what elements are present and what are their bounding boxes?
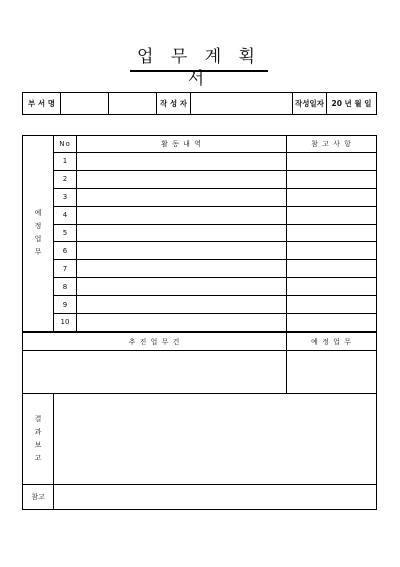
reference-cell[interactable] [287,260,377,278]
document-title: 업 무 계 획 서 [137,47,261,89]
reference-cell[interactable] [287,188,377,206]
row-number: 3 [54,188,77,206]
column-header-activity: 활 동 내 역 [77,136,287,153]
department-label: 부 서 명 [23,93,61,115]
info-table [22,92,377,115]
section-char: 무 [34,248,42,257]
reference-cell[interactable] [287,224,377,242]
table-row [23,188,377,206]
section-char: 정 [34,222,42,231]
column-header-no: No [54,136,77,153]
row-number: 6 [54,242,77,260]
table-row [23,153,377,171]
author-field[interactable] [191,93,293,115]
activity-cell[interactable] [77,224,287,242]
activity-cell[interactable] [77,278,287,296]
spacer-cell [109,93,157,115]
row-number: 10 [54,314,77,332]
row-number: 8 [54,278,77,296]
table-row [23,314,377,332]
result-char: 보 [34,441,42,449]
table-row [23,242,377,260]
author-label: 작 성 자 [157,93,191,115]
activity-cell[interactable] [77,314,287,332]
reference-cell[interactable] [287,153,377,171]
scheduled-work-section-label [23,136,54,332]
row-number: 9 [54,296,77,314]
table-row [23,206,377,224]
lower-table [22,332,377,510]
table-row [23,260,377,278]
row-number: 1 [54,153,77,171]
reference-cell[interactable] [287,170,377,188]
activity-cell[interactable] [77,188,287,206]
reference-cell[interactable] [287,242,377,260]
table-row [23,296,377,314]
result-report-cell[interactable] [54,394,377,485]
activity-cell[interactable] [77,170,287,188]
progress-work-header: 추 진 업 무 건 [23,333,287,351]
date-label: 작성일자 [293,93,327,115]
activity-cell[interactable] [77,206,287,224]
row-number: 7 [54,260,77,278]
table-row [23,170,377,188]
result-char: 고 [34,454,42,462]
result-char: 과 [34,428,42,436]
reference-cell[interactable] [287,296,377,314]
reference-cell[interactable] [287,314,377,332]
table-row [23,278,377,296]
activity-cell[interactable] [77,260,287,278]
result-char: 결 [34,415,42,423]
title-underline [130,70,268,72]
section-char: 업 [34,235,42,244]
row-number: 5 [54,224,77,242]
result-report-label [23,394,54,485]
activity-cell[interactable] [77,153,287,171]
scheduled-work-header: 예 정 업 무 [287,333,377,351]
date-field[interactable]: 20 년 월 일 [327,93,377,115]
department-field[interactable] [61,93,109,115]
note-label: 참고 [23,485,54,510]
progress-work-cell[interactable] [23,351,287,394]
reference-cell[interactable] [287,278,377,296]
activity-cell[interactable] [77,296,287,314]
reference-cell[interactable] [287,206,377,224]
row-number: 2 [54,170,77,188]
scheduled-work-cell[interactable] [287,351,377,394]
row-number: 4 [54,206,77,224]
table-row [23,224,377,242]
column-header-reference: 참 고 사 항 [287,136,377,153]
note-cell[interactable] [54,485,377,510]
plan-table [22,135,377,332]
section-char: 예 [34,209,42,218]
activity-cell[interactable] [77,242,287,260]
